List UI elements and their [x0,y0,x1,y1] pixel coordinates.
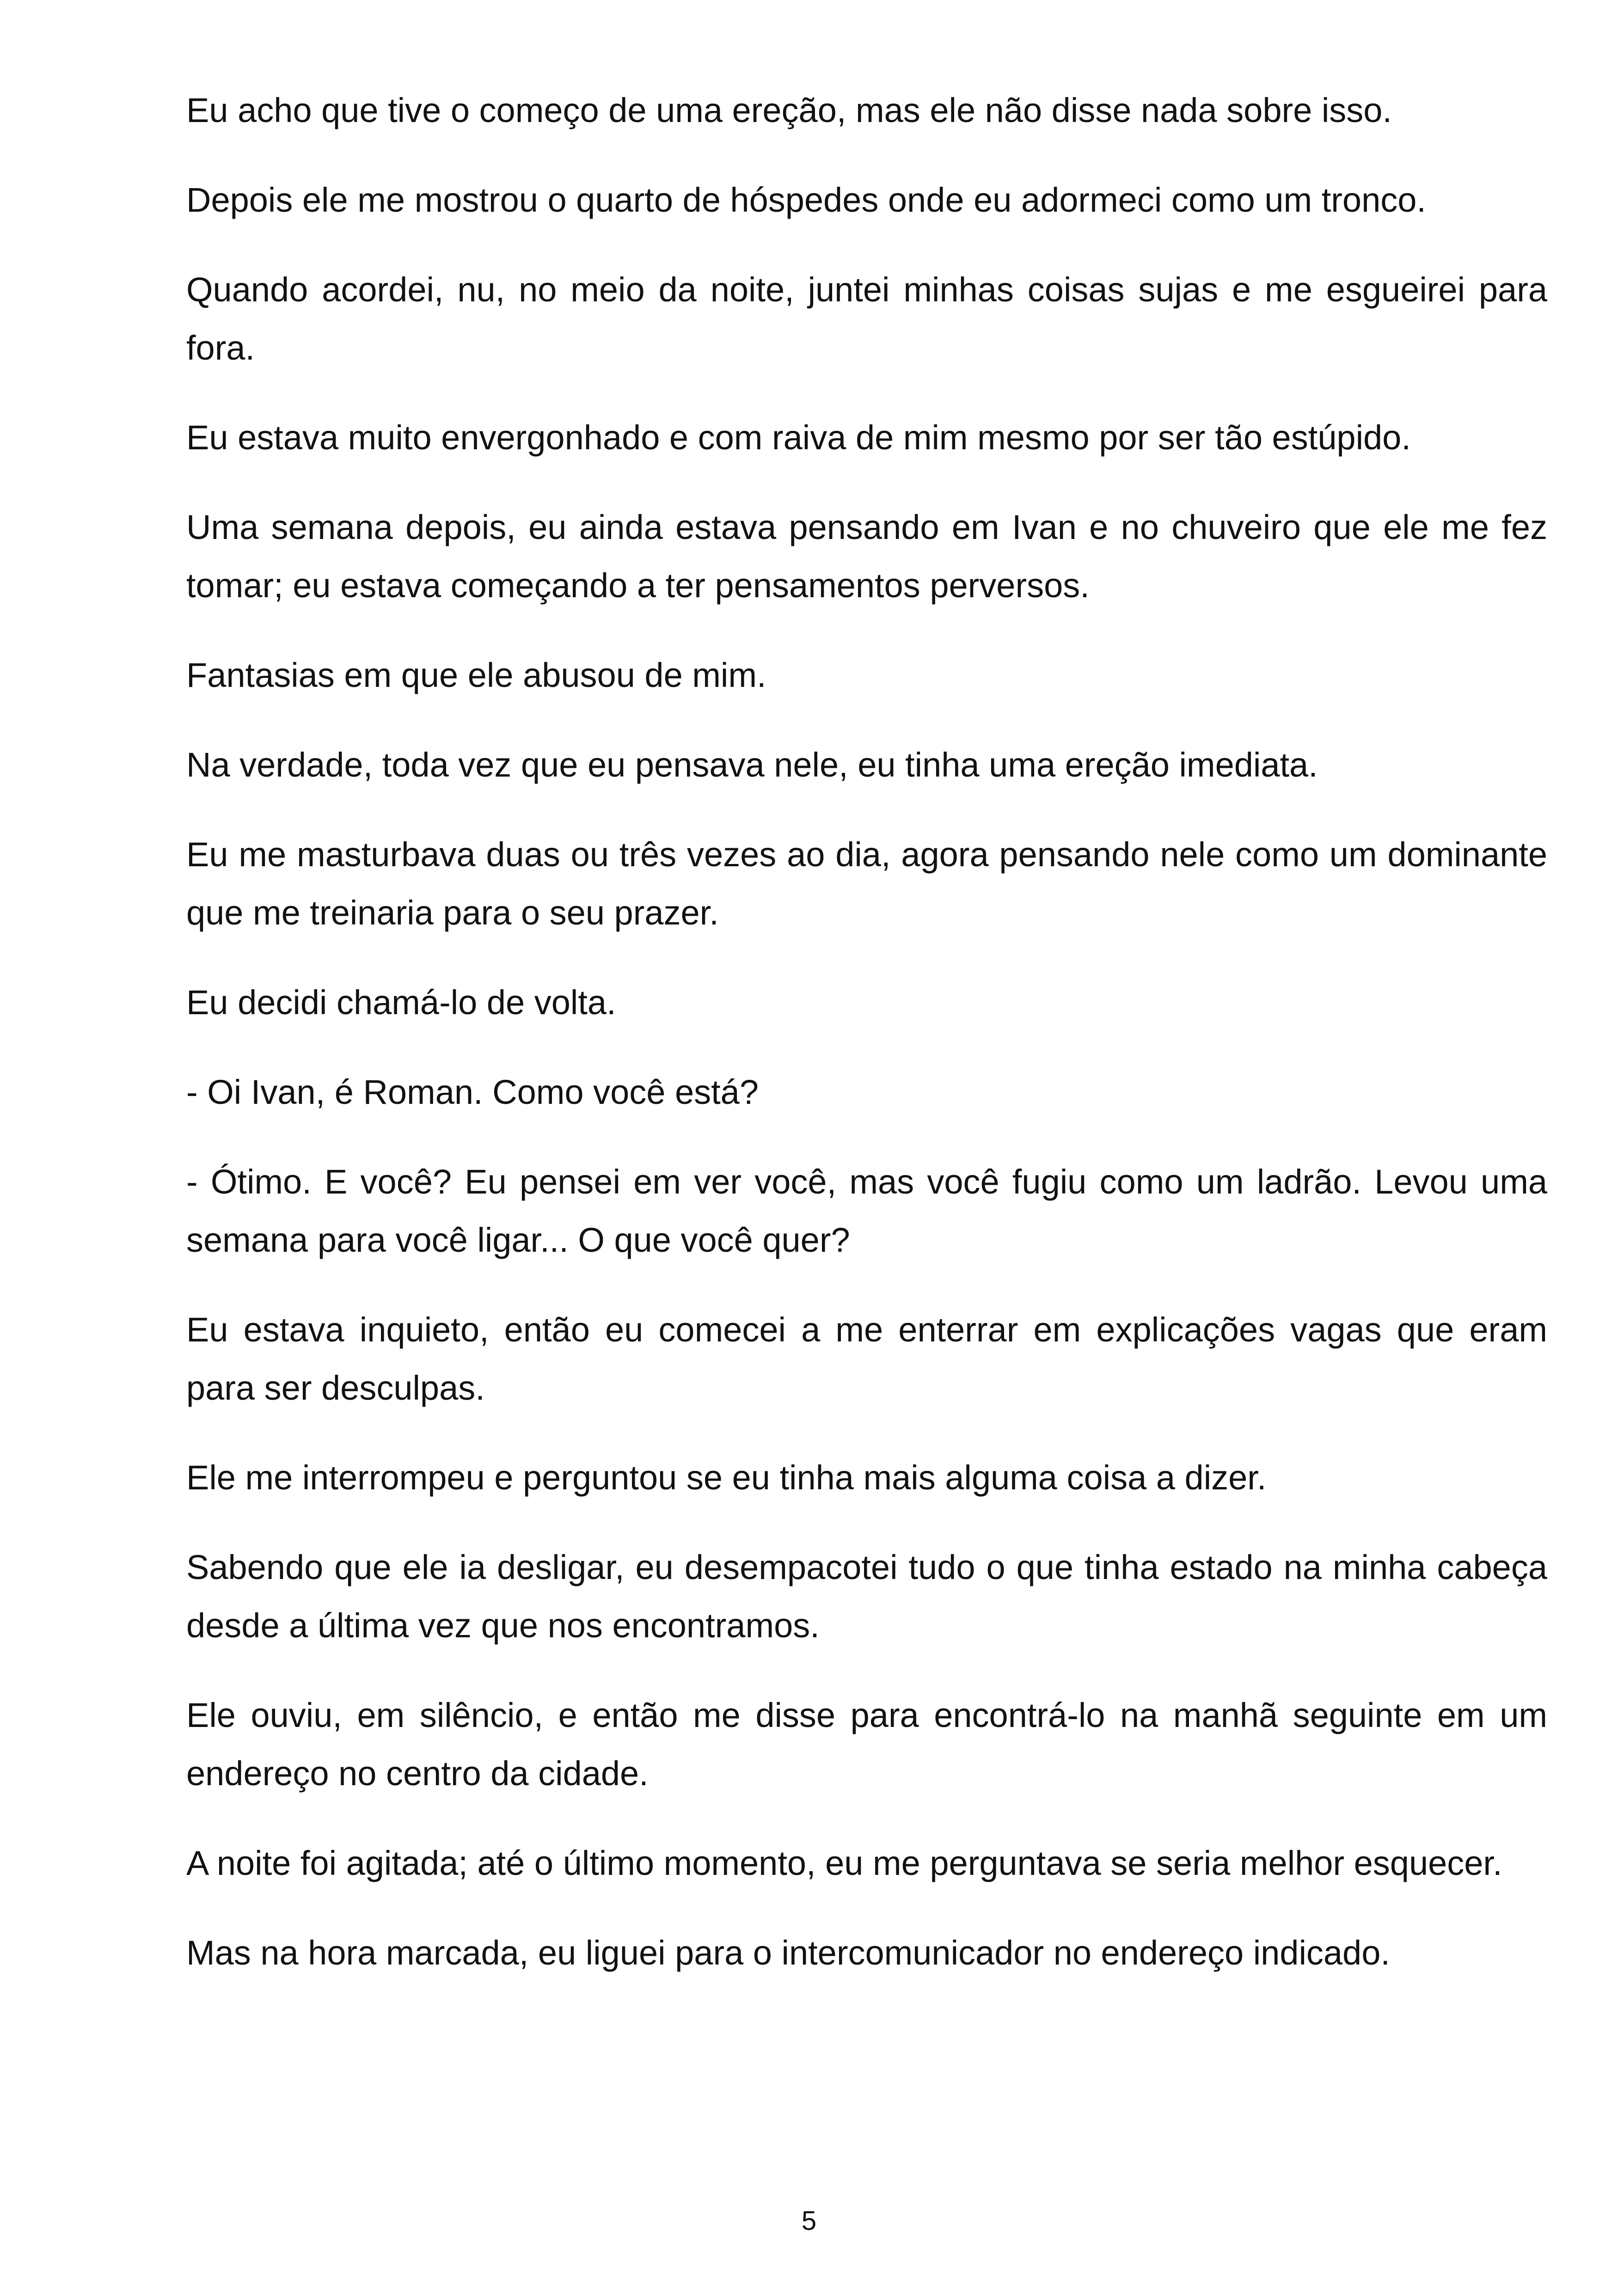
paragraph: Ele ouviu, em silêncio, e então me disse para encontrá-lo na manhã seguinte em um endereço no centro da cidade. [186,1696,1547,1793]
paragraph: Eu me masturbava duas ou três vezes ao dia, agora pensando nele como um dominante que me treinaria para o seu prazer. [186,835,1547,932]
paragraph: Ele me interrompeu e perguntou se eu tinha mais alguma coisa a dizer. [186,1458,1267,1497]
paragraph: Eu decidi chamá-lo de volta. [186,983,616,1022]
paragraph: Eu acho que tive o começo de uma ereção, mas ele não disse nada sobre isso. [186,91,1392,129]
paragraph: Fantasias em que ele abusou de mim. [186,656,766,694]
dialogue-line: - Oi Ivan, é Roman. Como você está? [186,1073,759,1111]
paragraph: A noite foi agitada; até o último momento, eu me perguntava se seria melhor esquecer. [186,1844,1502,1882]
paragraph: Depois ele me mostrou o quarto de hóspedes onde eu adormeci como um tronco. [186,181,1426,219]
page-number: 5 [801,2206,817,2236]
body-text [186,81,1547,2014]
dialogue-line: - Ótimo. E você? Eu pensei em ver você, mas você fugiu como um ladrão. Levou uma semana para você ligar... O que você quer? [186,1163,1547,1259]
paragraph: Quando acordei, nu, no meio da noite, juntei minhas coisas sujas e me esgueirei para fora. [186,270,1547,367]
paragraph: Eu estava muito envergonhado e com raiva de mim mesmo por ser tão estúpido. [186,418,1411,457]
paragraph: Uma semana depois, eu ainda estava pensando em Ivan e no chuveiro que ele me fez tomar; eu estava começando a ter pensamentos perversos. [186,508,1547,605]
paragraph: Sabendo que ele ia desligar, eu desempacotei tudo o que tinha estado na minha cabeça desde a última vez que nos encontramos. [186,1548,1547,1645]
paragraph: Mas na hora marcada, eu liguei para o intercomunicador no endereço indicado. [186,1934,1390,1972]
paragraph: Na verdade, toda vez que eu pensava nele, eu tinha uma ereção imediata. [186,746,1318,784]
paragraph: Eu estava inquieto, então eu comecei a me enterrar em explicações vagas que eram para ser desculpas. [186,1310,1547,1407]
